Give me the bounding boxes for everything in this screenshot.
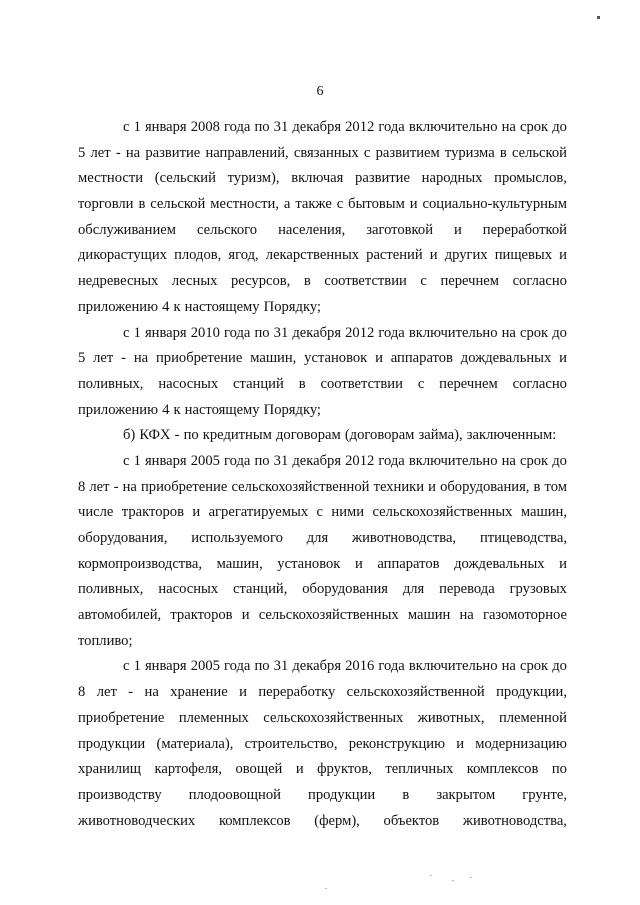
word: ресурсов, [230, 273, 291, 290]
word: на [144, 684, 159, 701]
word: с [316, 504, 323, 521]
text-line [78, 654, 567, 680]
word: и [239, 684, 247, 701]
word: также [295, 196, 332, 213]
word: установок [277, 555, 341, 572]
word: числе [78, 504, 114, 521]
word: грузовых [509, 581, 567, 598]
word: на [125, 144, 141, 161]
word: дождевальных [460, 350, 552, 367]
scan-noise [470, 877, 472, 878]
scan-mark [597, 16, 600, 19]
word: (договорам [344, 427, 415, 444]
word: и [354, 555, 363, 572]
word: декабря [292, 324, 342, 341]
word: животноводства, [462, 812, 567, 829]
word: с [336, 196, 344, 213]
word: 2005 [190, 452, 220, 469]
word: модернизацию [475, 735, 567, 752]
text-line [78, 783, 567, 809]
word: насосных [158, 581, 219, 598]
word: топливо; [78, 632, 133, 649]
word: фруктов, [317, 761, 372, 778]
word: 1 [133, 119, 141, 135]
word: лет [90, 144, 111, 161]
word: и [559, 555, 567, 572]
word: машин, [216, 555, 263, 572]
word: плодов, [174, 247, 222, 264]
word: с [417, 375, 425, 392]
word: переработкой [482, 221, 567, 238]
word: для [402, 581, 425, 598]
word: продукции [308, 786, 376, 803]
word: с [123, 324, 130, 341]
word: тепличных [385, 761, 454, 778]
word: оборудования [302, 581, 388, 598]
word: связанных [293, 144, 359, 161]
word: туризма [444, 144, 495, 161]
word: станций [233, 375, 284, 392]
text-line [78, 629, 567, 655]
word: включительно [408, 119, 498, 135]
text-line [78, 603, 567, 629]
word: сельскохозяйственной [346, 684, 485, 701]
word: оборудования, [78, 530, 168, 546]
text-line [78, 526, 567, 552]
word: приобретение [78, 709, 165, 726]
word: развитие [355, 170, 410, 187]
word: продукции [78, 735, 146, 752]
word: года [378, 452, 405, 469]
word: развитие [145, 144, 201, 161]
word: сельского [196, 221, 258, 238]
word: закрытом [436, 786, 496, 803]
word: заготовкой [366, 221, 434, 238]
word: 4 [162, 401, 170, 418]
word: торговли [78, 196, 134, 213]
word: направлений, [205, 144, 289, 161]
word: поливных, [78, 375, 144, 392]
word: КФХ [139, 427, 171, 444]
word: на [501, 452, 516, 469]
word: объектов [383, 812, 440, 829]
word: автомобилей, [78, 607, 162, 624]
word: до [552, 119, 567, 135]
word: б) [123, 427, 136, 444]
word: в [402, 786, 410, 803]
text-line [78, 192, 567, 218]
word: приобретение [155, 350, 243, 367]
word: перевода [439, 581, 495, 598]
word: туризм), [227, 170, 280, 187]
word: приложению [78, 401, 159, 418]
scan-noise [430, 875, 432, 876]
word: срок [519, 119, 549, 135]
word: насосных [158, 375, 219, 392]
word: займа), [418, 427, 463, 444]
word: кредитным [202, 427, 272, 444]
word: машин, [520, 504, 567, 521]
word: - [121, 350, 126, 367]
word: производству [78, 786, 162, 803]
word: до [552, 658, 567, 675]
word: установок [304, 350, 368, 367]
word: соответствии [324, 273, 407, 290]
word: по [254, 658, 270, 675]
text-line [78, 500, 567, 526]
word: сельскохозяйственных [372, 504, 513, 521]
page-number: 6 [316, 84, 324, 99]
word: используемого [191, 530, 283, 546]
word: настоящему [184, 298, 260, 315]
word: до [552, 324, 567, 341]
word: социально-культурным [422, 196, 567, 213]
word: 31 [273, 324, 289, 341]
word: лесных [171, 273, 218, 290]
word: населения, [278, 221, 346, 238]
word: оборудования, [440, 478, 530, 495]
word: и [456, 735, 465, 752]
word: и [295, 761, 304, 778]
word: года [224, 324, 251, 341]
word: племенной [498, 709, 567, 726]
word: (сельский [154, 170, 216, 187]
word: обслуживанием [78, 221, 176, 238]
word: по [254, 119, 270, 135]
word: и [409, 196, 418, 213]
word: птицеводства, [479, 530, 567, 546]
word: перечнем [439, 375, 498, 392]
word: в [533, 478, 541, 495]
word: недревесных [78, 273, 159, 290]
word: и [559, 350, 567, 367]
word: грунте, [522, 786, 567, 803]
word: года [224, 119, 251, 135]
text-line [78, 706, 567, 732]
word: народных [421, 170, 483, 187]
word: машин [407, 607, 451, 624]
word: в [298, 375, 306, 392]
word: с [123, 658, 130, 675]
text-line [78, 475, 567, 501]
word: (материала), [156, 735, 234, 752]
word: аппаратов [377, 555, 440, 572]
word: - [174, 427, 180, 444]
word: 1 [133, 324, 141, 341]
word: комплексов [218, 812, 291, 829]
word: кормопроизводства, [78, 555, 203, 572]
word: по [551, 761, 567, 778]
word: картофеля, [154, 761, 222, 778]
text-line [78, 372, 567, 398]
word: января [144, 452, 187, 469]
word: срок [519, 658, 549, 675]
word: и [241, 607, 250, 624]
scan-noise [325, 888, 327, 889]
text-line [78, 269, 567, 295]
word: местности, [210, 196, 279, 213]
word: срок [519, 324, 549, 341]
word: 31 [273, 119, 289, 135]
text-line [78, 732, 567, 758]
word: ними [331, 504, 365, 521]
word: и [192, 504, 201, 521]
word: газомоторное [482, 607, 567, 624]
text-line [78, 115, 567, 141]
word: лет [93, 350, 114, 367]
word: включительно [408, 658, 498, 675]
word: аппаратов [390, 350, 453, 367]
word: января [144, 119, 187, 135]
word: 2012 [345, 119, 375, 135]
word: продукции, [496, 684, 567, 701]
word: с [363, 144, 371, 161]
word: 2012 [345, 324, 375, 341]
word: развитием [375, 144, 440, 161]
word: декабря [292, 452, 342, 469]
word: 1 [133, 658, 141, 675]
word: на [459, 607, 474, 624]
word: года [224, 452, 251, 469]
word: - [113, 478, 119, 495]
word: года [378, 658, 405, 675]
word: дождевальных [454, 555, 545, 572]
word: и [559, 247, 567, 264]
word: сельскохозяйственных [258, 607, 399, 624]
word: и [375, 350, 383, 367]
word: заключенным: [466, 427, 557, 444]
word: года [378, 119, 405, 135]
word: на [133, 350, 149, 367]
word: лекарственных [265, 247, 360, 264]
word: сельскохозяйственной [231, 478, 370, 495]
word: а [283, 196, 291, 213]
word: 2012 [345, 452, 375, 469]
word: животноводства, [352, 530, 457, 546]
word: в [499, 144, 507, 161]
text-line [78, 218, 567, 244]
word: для [306, 530, 329, 546]
word: приобретение [140, 478, 228, 495]
word: хранение [170, 684, 228, 701]
word: с [123, 452, 130, 469]
word: приложению [78, 298, 159, 315]
word: том [544, 478, 567, 495]
word: растений [366, 247, 423, 264]
word: реконструкцию [348, 735, 445, 752]
word: Порядку; [263, 401, 321, 418]
word: местности [78, 170, 144, 187]
text-line [78, 398, 567, 424]
word: сельской [150, 196, 206, 213]
word: других [444, 247, 488, 264]
word: племенных [178, 709, 249, 726]
word: на [501, 119, 516, 135]
word: согласно [512, 273, 567, 290]
word: к [173, 401, 181, 418]
word: тракторов [121, 504, 184, 521]
word: переработку [258, 684, 336, 701]
word: и [429, 247, 438, 264]
word: и [428, 478, 436, 495]
word: хранилищ [78, 761, 142, 778]
word: овощей [235, 761, 283, 778]
text-line [78, 680, 567, 706]
word: машин, [250, 350, 297, 367]
word: животных, [417, 709, 485, 726]
text-line [78, 449, 567, 475]
word: 1 [133, 452, 141, 469]
text-line [78, 321, 567, 347]
word: договорам [275, 427, 341, 444]
word: к [173, 298, 181, 315]
word: включительно [408, 324, 498, 341]
word: плодоовощной [188, 786, 281, 803]
word: 2010 [190, 324, 220, 341]
word: - [128, 684, 134, 701]
word: 5 [78, 144, 86, 161]
text-line [78, 243, 567, 269]
text-line [78, 757, 567, 783]
word: 2016 [345, 658, 375, 675]
word: января [144, 658, 187, 675]
word: 2005 [190, 658, 220, 675]
word: по [183, 427, 199, 444]
word: по [254, 452, 270, 469]
text-line [78, 552, 567, 578]
text-line [78, 166, 567, 192]
word: настоящему [184, 401, 260, 418]
word: ягод, [228, 247, 259, 264]
word: поливных, [78, 581, 144, 598]
word: в [303, 273, 311, 290]
word: перечнем [440, 273, 499, 290]
word: с [420, 273, 427, 290]
word: декабря [292, 119, 342, 135]
word: промыслов, [494, 170, 567, 187]
document-body [78, 115, 567, 834]
text-line [78, 141, 567, 167]
word: на [501, 324, 516, 341]
word: станций, [232, 581, 288, 598]
text-line [78, 809, 567, 835]
word: агрегатируемых [208, 504, 309, 521]
word: срок [519, 452, 549, 469]
word: с [123, 119, 130, 135]
word: техники [373, 478, 425, 495]
word: января [144, 324, 187, 341]
word: года [378, 324, 405, 341]
word: декабря [292, 658, 342, 675]
word: лет [96, 684, 117, 701]
word: согласно [512, 375, 567, 392]
word: 31 [273, 452, 289, 469]
word: животноводческих [78, 812, 196, 829]
word: 31 [273, 658, 289, 675]
word: пищевых [494, 247, 553, 264]
word: по [254, 324, 270, 341]
word: бытовым [348, 196, 405, 213]
word: сельской [511, 144, 567, 161]
word: дикорастущих [78, 247, 167, 264]
word: до [552, 452, 567, 469]
word: строительство, [244, 735, 338, 752]
word: 8 [78, 478, 86, 495]
text-line [78, 577, 567, 603]
word: на [122, 478, 137, 495]
word: 8 [78, 684, 86, 701]
word: 2008 [190, 119, 220, 135]
text-line [78, 346, 567, 372]
word: года [224, 658, 251, 675]
scan-noise [452, 880, 454, 881]
word: в [138, 196, 146, 213]
word: сельскохозяйственных [263, 709, 404, 726]
word: 4 [162, 298, 170, 315]
word: соответствии [320, 375, 403, 392]
word: лет [89, 478, 110, 495]
word: 5 [78, 350, 86, 367]
word: Порядку; [263, 298, 321, 315]
word: - [115, 144, 121, 161]
word: включая [291, 170, 344, 187]
word: на [501, 658, 516, 675]
word: (ферм), [314, 812, 360, 829]
word: и [453, 221, 462, 238]
text-line [78, 423, 567, 449]
word: комплексов [466, 761, 539, 778]
text-line [78, 295, 567, 321]
word: включительно [408, 452, 498, 469]
word: тракторов [170, 607, 233, 624]
